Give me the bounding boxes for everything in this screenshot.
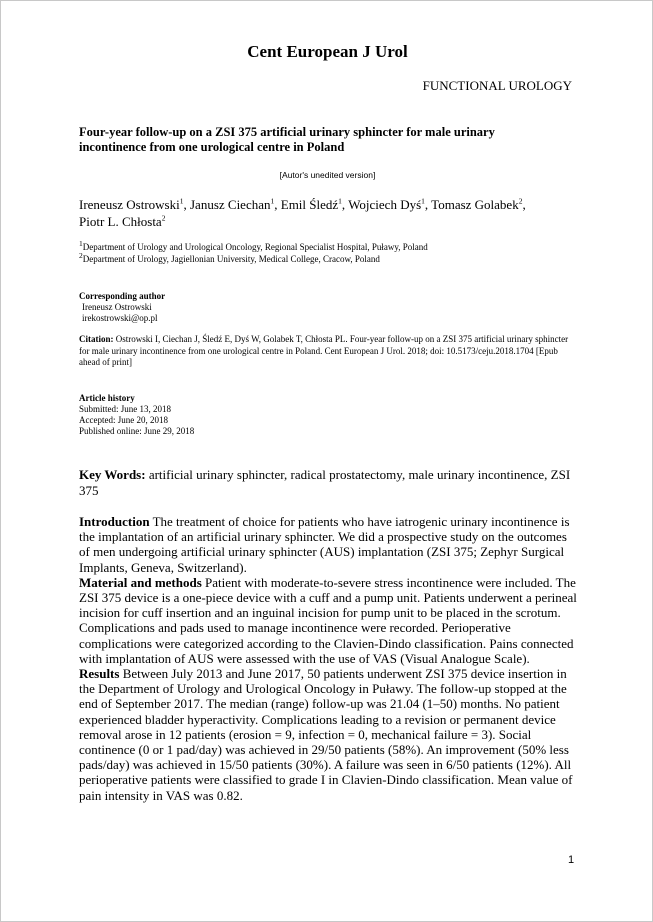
methods-text: Patient with moderate-to-severe stress incontinence were included. The ZSI 375 device is a one-piece device with a cuff and a pump unit. Patients underwent a perineal incision for cuff insertion and an inguinal incision for pump unit to be placed in the scrotum. Complications and pads used to manage incontinence were recorded. Perioperative complications were categorized according to the Clavien-Dindo classification. Pains connected with implantation of AUS were assessed with the use of VAS (Visual Analogue Scale). bbox=[79, 574, 577, 666]
abstract-introduction bbox=[79, 514, 579, 575]
history-accepted: Accepted: June 20, 2018 bbox=[79, 415, 168, 425]
article-title: Four-year follow-up on a ZSI 375 artificial urinary sphincter for male urinary incontinence from one urological centre in Poland bbox=[79, 125, 495, 154]
author-list bbox=[79, 196, 559, 230]
history-published: Published online: June 29, 2018 bbox=[79, 426, 195, 436]
corresponding-heading: Corresponding author bbox=[79, 291, 166, 301]
results-text: Between July 2013 and June 2017, 50 patients underwent ZSI 375 device insertion in the Department of Urology and Urological Oncology in Puławy. The follow-up stopped at the end of September 2017. The median (range) follow-up was 21.04 (1–50) months. No patient experienced bladder hyperactivity. Complications leading to a revision or permanent device removal arose in 12 patients (erosion = 9, infection = 0, mechanical failure = 3). Social continence (0 or 1 pad/day) was achieved in 29/50 patients (58%). An improvement (50% less pads/day) was achieved in 15/50 patients (30%). A failure was seen in 6/50 patients (12%). All perioperative patients were classified to grade I in Clavien-Dindo classification. Mean value of pain intensity in VAS was 0.82. bbox=[79, 666, 573, 803]
author-separator: , bbox=[274, 197, 281, 212]
author-name: Janusz Ciechan bbox=[189, 197, 271, 212]
history-heading: Article history bbox=[79, 393, 135, 403]
author-separator: , bbox=[522, 197, 526, 212]
citation bbox=[79, 334, 579, 369]
keywords-text: artificial urinary sphincter, radical prostatectomy, male urinary incontinence, ZSI 375 bbox=[79, 467, 571, 498]
methods-label: Material and methods bbox=[79, 574, 202, 590]
affiliation bbox=[79, 253, 380, 265]
abstract-methods bbox=[79, 575, 579, 666]
introduction-label: Introduction bbox=[79, 514, 150, 529]
introduction-text: The treatment of choice for patients who have iatrogenic urinary incontinence is the implantation of an artificial urinary sphincter. We did a prospective study on the outcomes of men undergoing artificial urinary sphincter (AUS) implantation (ZSI 375; Zephyr Surgical Implants, Geneva, Switzerland). bbox=[79, 514, 570, 575]
keywords bbox=[79, 467, 579, 499]
affiliation-number: 2 bbox=[79, 251, 83, 260]
section-label: FUNCTIONAL UROLOGY bbox=[422, 78, 572, 93]
journal-name: Cent European J Urol bbox=[247, 42, 408, 61]
results-label: Results bbox=[79, 666, 120, 682]
author-separator: , bbox=[424, 197, 432, 212]
abstract-results bbox=[79, 666, 579, 803]
author-affiliation-mark: 1 bbox=[179, 196, 184, 206]
keywords-label: Key Words: bbox=[79, 467, 146, 482]
affiliation-number: 1 bbox=[79, 239, 83, 248]
author-name: Wojciech Dyś bbox=[348, 197, 422, 212]
page-number: 1 bbox=[568, 854, 575, 866]
corresponding-name: Ireneusz Ostrowski bbox=[82, 302, 152, 312]
author-affiliation-mark: 1 bbox=[270, 196, 275, 206]
citation-label: Citation: bbox=[79, 334, 114, 344]
author-name: Piotr L. Chłosta bbox=[79, 214, 162, 229]
author-affiliation-mark: 2 bbox=[518, 196, 523, 206]
affiliation-text: Department of Urology and Urological Oncology, Regional Specialist Hospital, Puławy, Poland bbox=[82, 242, 428, 252]
author-affiliation-mark: 1 bbox=[338, 196, 342, 206]
abstract bbox=[79, 514, 579, 803]
author-affiliation-mark: 2 bbox=[161, 213, 166, 223]
citation-text: Ostrowski I, Ciechan J, Śledź E, Dyś W, Golabek T, Chłosta PL. Four-year follow-up on a ZSI 375 artificial urinary sphincter for male urinary incontinence from one urological centre in Poland. Cent European J Urol. 2018; doi: 10.5173/ceju.2018.1704 [Epub ahead of print] bbox=[79, 334, 569, 367]
affiliation-text: Department of Urology, Jagiellonian University, Medical College, Cracow, Poland bbox=[82, 254, 380, 264]
author-affiliation-mark: 1 bbox=[421, 196, 425, 206]
author-name: Emil Śledź bbox=[280, 197, 339, 212]
author-separator: , bbox=[341, 197, 349, 212]
history-submitted: Submitted: June 13, 2018 bbox=[79, 404, 171, 414]
author-separator: , bbox=[183, 197, 190, 212]
author-name: Tomasz Golabek bbox=[431, 197, 519, 212]
affiliation bbox=[79, 241, 428, 253]
unedited-note: [Autor's unedited version] bbox=[279, 170, 376, 180]
corresponding-email[interactable]: irekostrowski@op.pl bbox=[82, 313, 158, 323]
author-name: Ireneusz Ostrowski bbox=[79, 197, 180, 212]
